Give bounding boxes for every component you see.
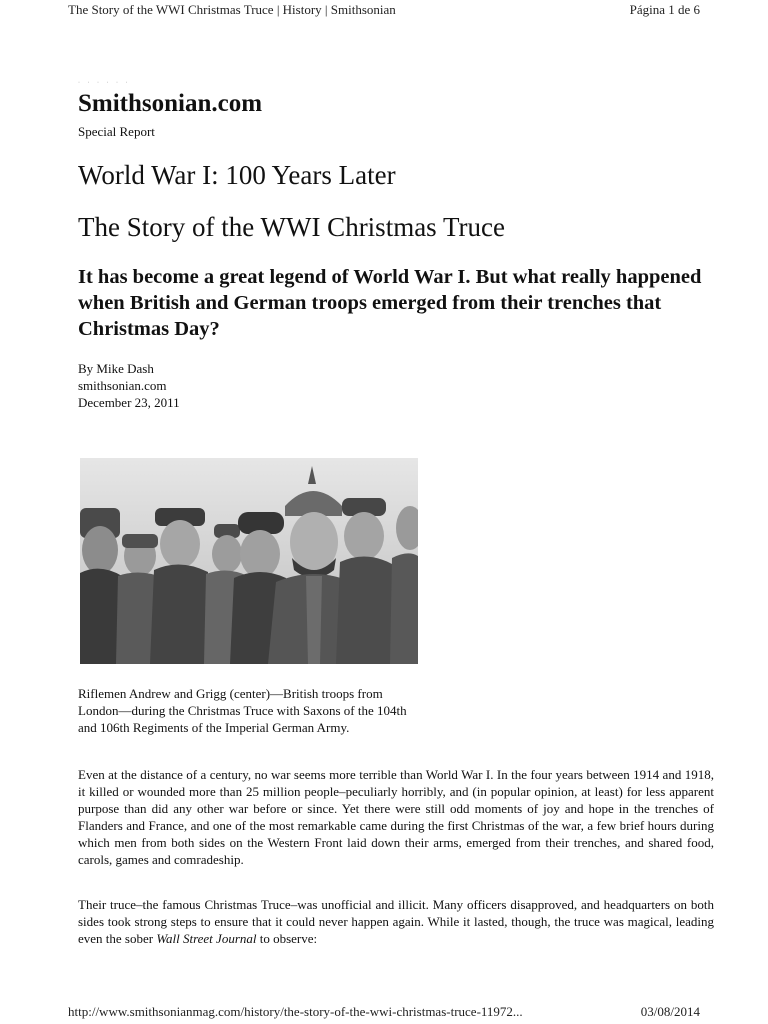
print-footer-date: 03/08/2014 [640, 1004, 700, 1019]
article-title: The Story of the WWI Christmas Truce [78, 212, 505, 242]
article-photo [80, 458, 418, 664]
byline [78, 360, 180, 411]
publication-name: Wall Street Journal [156, 931, 257, 946]
site-title[interactable]: Smithsonian.com [78, 90, 263, 117]
print-header [68, 2, 700, 20]
paragraph-text: Their truce–the famous Christmas Truce–was unofficial and illicit. Many officers disapproved, and headquarters on both sides took strong steps to ensure that it could never happen again. While it lasted, though, the truce was magical, leading even the sober [78, 897, 714, 946]
article-paragraph: Even at the distance of a century, no war seems more terrible than World War I. In the four years between 1914 and 1918, it killed or wounded more than 25 million people–peculiarly horribly, and (in popular opinion, at least) for less apparent purpose than did any other war before or since. Yet there were still odd moments of joy and hope in the trenches of Flanders and France, and one of the most remarkable came during the first Christmas of the war, a few brief hours during which men from both sides on the Western Front laid down their arms, emerged from their trenches, and shared food, carols, games and comradeship. [78, 767, 714, 867]
report-title: World War I: 100 Years Later [78, 160, 396, 190]
logo-dots: · · · · · · [78, 80, 131, 86]
print-header-title: The Story of the WWI Christmas Truce | History | Smithsonian [68, 2, 396, 17]
byline-source: smithsonian.com [78, 378, 167, 393]
print-footer [68, 1004, 700, 1022]
print-header-page: Página 1 de 6 [629, 2, 700, 17]
section-label: Special Report [78, 124, 155, 139]
print-footer-url[interactable]: http://www.smithsonianmag.com/history/the-story-of-the-wwi-christmas-truce-11972... [68, 1004, 523, 1019]
photo-caption: Riflemen Andrew and Grigg (center)—British troops from London—during the Christmas Truce with Saxons of the 104th and 106th Regiments of the Imperial German Army. [78, 686, 407, 735]
paragraph-text: to observe: [256, 931, 318, 946]
byline-date: December 23, 2011 [78, 395, 180, 410]
article-dek: It has become a great legend of World War I. But what really happened when British and German troops emerged from their trenches that Christmas Day? [78, 266, 702, 340]
article-paragraph [78, 896, 714, 947]
byline-author: By Mike Dash [78, 361, 154, 376]
